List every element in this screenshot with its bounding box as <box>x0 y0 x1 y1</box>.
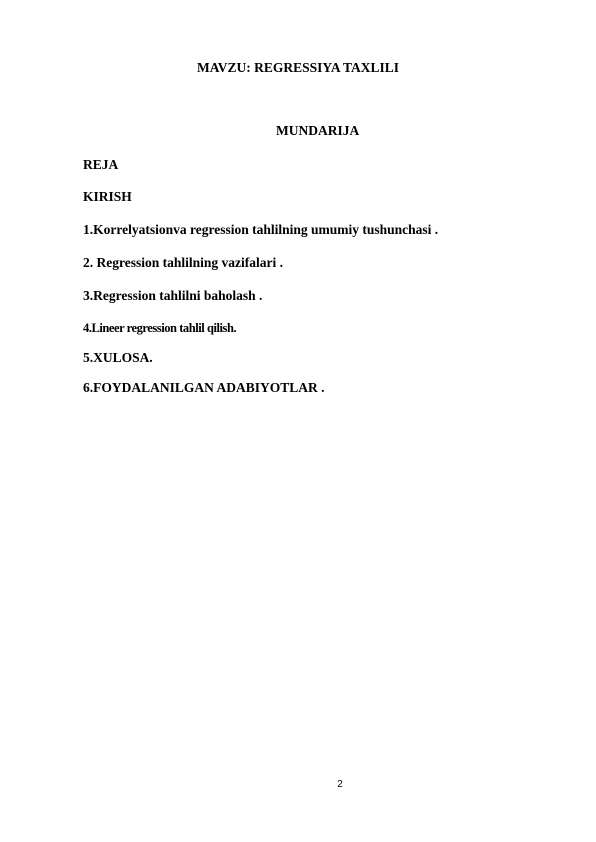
page-number: 2 <box>337 779 343 790</box>
toc-item-2: 2. Regression tahlilning vazifalari . <box>83 255 284 270</box>
toc-item-3: 3.Regression tahlilni baholash . <box>83 288 263 303</box>
toc-item-5: 5.XULOSA. <box>83 350 153 365</box>
toc-item-4: 4.Lineer regression tahlil qilish. <box>83 321 237 335</box>
toc-item-reja: REJA <box>83 157 119 172</box>
page-title: MAVZU: REGRESSIYA TAXLILI <box>196 60 400 75</box>
toc-heading: MUNDARIJA <box>276 123 360 138</box>
toc-item-6: 6.FOYDALANILGAN ADABIYOTLAR . <box>83 380 325 395</box>
toc-item-kirish: KIRISH <box>83 189 132 204</box>
toc-item-1: 1.Korrelyatsionva regression tahlilning umumiy tushunchasi . <box>83 222 439 237</box>
